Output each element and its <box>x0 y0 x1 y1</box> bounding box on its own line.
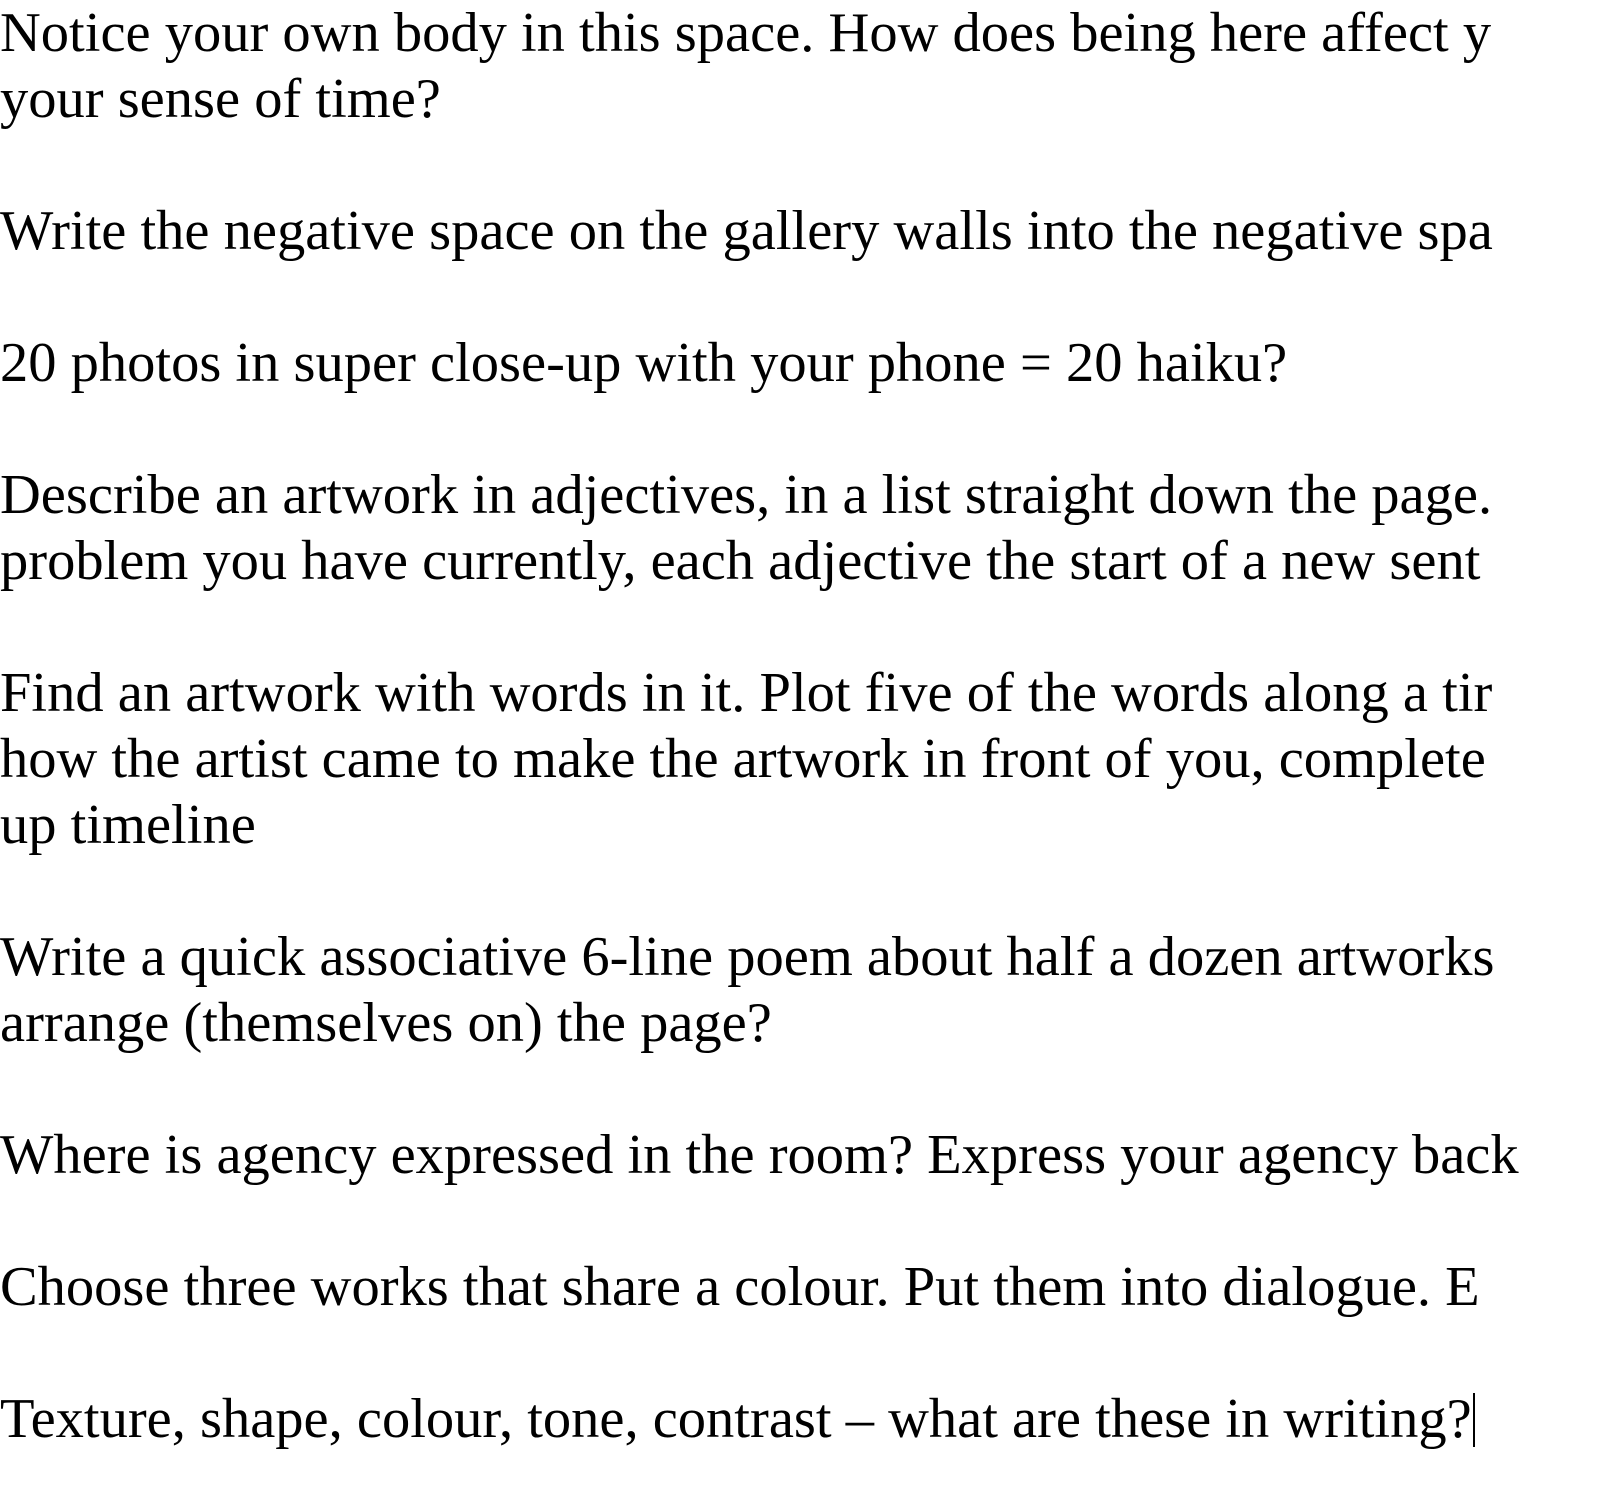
blank-line <box>0 396 1608 462</box>
text-line-with-caret <box>0 1386 1608 1452</box>
text-line: problem you have currently, each adjective the start of a new sent <box>0 530 1481 592</box>
text-line: Write the negative space on the gallery walls into the negative spa <box>0 200 1493 262</box>
blank-line <box>0 1188 1608 1254</box>
paragraph-agency <box>0 1122 1608 1188</box>
paragraph-colour-dialogue <box>0 1254 1608 1320</box>
text-cursor <box>1473 1393 1475 1447</box>
paragraph-negative-space <box>0 198 1608 264</box>
text-line: Texture, shape, colour, tone, contrast – what are these in writing? <box>0 1388 1472 1450</box>
blank-line <box>0 264 1608 330</box>
text-line: arrange (themselves on) the page? <box>0 992 772 1054</box>
blank-line <box>0 858 1608 924</box>
text-line: 20 photos in super close-up with your phone = 20 haiku? <box>0 332 1288 394</box>
text-line: Describe an artwork in adjectives, in a list straight down the page. <box>0 464 1493 526</box>
text-line: Write a quick associative 6-line poem about half a dozen artworks <box>0 926 1495 988</box>
text-line: up timeline <box>0 794 256 856</box>
text-line: Choose three works that share a colour. Put them into dialogue. E <box>0 1256 1480 1318</box>
paragraph-adjectives <box>0 462 1608 594</box>
paragraph-associative-poem <box>0 924 1608 1056</box>
blank-line <box>0 594 1608 660</box>
paragraph-body-time <box>0 0 1608 132</box>
blank-line <box>0 132 1608 198</box>
blank-line <box>0 1056 1608 1122</box>
text-line: Find an artwork with words in it. Plot five of the words along a tir <box>0 662 1493 724</box>
paragraph-texture-writing <box>0 1386 1608 1452</box>
paragraph-photos-haiku <box>0 330 1608 396</box>
paragraph-words-timeline <box>0 660 1608 858</box>
text-line: how the artist came to make the artwork in front of you, complete <box>0 728 1486 790</box>
text-line: your sense of time? <box>0 68 441 130</box>
blank-line <box>0 1320 1608 1386</box>
text-line: Notice your own body in this space. How does being here affect y <box>0 2 1492 64</box>
text-line: Where is agency expressed in the room? Express your agency back <box>0 1124 1519 1186</box>
